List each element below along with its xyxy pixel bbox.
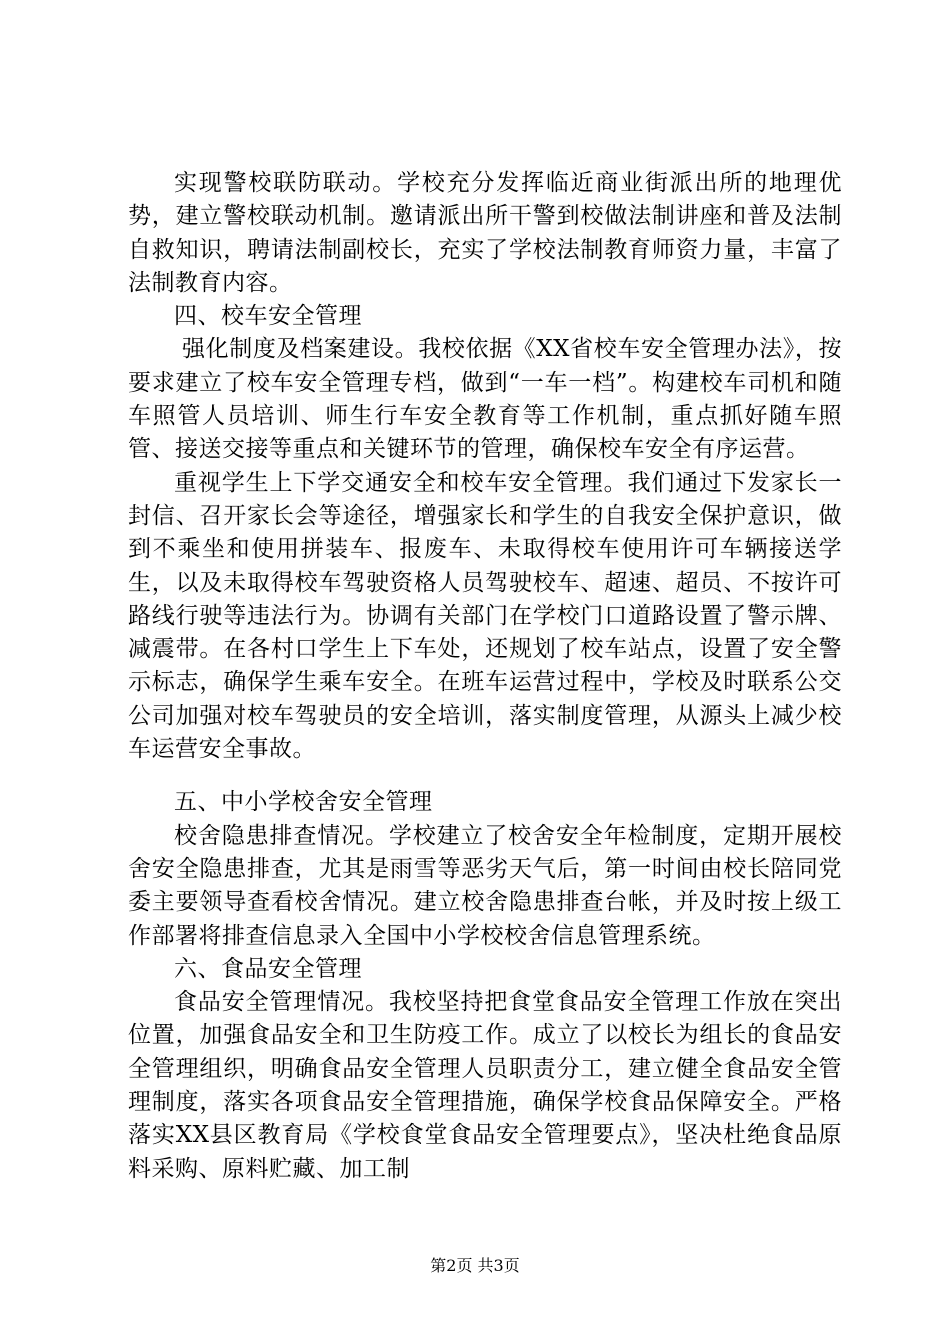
paragraph-spacer <box>128 766 842 786</box>
paragraph-food-safety: 食品安全管理情况。我校坚持把食堂食品安全管理工作放在突出位置，加强食品安全和卫生防疫工作。成立了以校长为组长的食品安全管理组织，明确食品安全管理人员职责分工，建立健全食品安全管理制度，落实各项食品安全管理措施，确保学校食品保障安全。严格落实XX县区教育局《学校食堂食品安全管理要点》，坚决杜绝食品原料采购、原料贮藏、加工制 <box>128 989 842 1182</box>
section-heading-food-safety: 六、食品安全管理 <box>174 955 362 982</box>
paragraph-bus-traffic-safety: 重视学生上下学交通安全和校车安全管理。我们通过下发家长一封信、召开家长会等途径，增强家长和学生的自我安全保护意识，做到不乘坐和使用拼装车、报废车、未取得校车使用许可车辆接送学生，以及未取得校车驾驶资格人员驾驶校车、超速、超员、不按许可路线行驶等违法行为。协调有关部门在学校门口道路设置了警示牌、减震带。在各村口学生上下车处，还规划了校车站点，设置了安全警示标志，确保学生乘车安全。在班车运营过程中，学校及时联系公交公司加强对校车驾驶员的安全培训，落实制度管理，从源头上减少校车运营安全事故。 <box>128 469 842 763</box>
paragraph-police-school-linkage: 实现警校联防联动。学校充分发挥临近商业街派出所的地理优势，建立警校联动机制。邀请派出所干警到校做法制讲座和普及法制自救知识，聘请法制副校长，充实了学校法制教育师资力量，丰富了法制教育内容。 <box>128 170 842 296</box>
paragraph-building-inspection: 校舍隐患排查情况。学校建立了校舍安全年检制度，定期开展校舍安全隐患排查，尤其是雨雪等恶劣天气后，第一时间由校长陪同党委主要领导查看校舍情况。建立校舍隐患排查台帐，并及时按上级工作部署将排查信息录入全国中小学校校舍信息管理系统。 <box>128 822 842 949</box>
paragraph-bus-records: 强化制度及档案建设。我校依据《XX省校车安全管理办法》，按要求建立了校车安全管理专档，做到“一车一档”。构建校车司机和随车照管人员培训、师生行车安全教育等工作机制，重点抓好随车照管、接送交接等重点和关键环节的管理，确保校车安全有序运营。 <box>128 336 842 463</box>
document-body <box>128 167 842 1186</box>
page-footer: 第2页 共3页 <box>430 1256 520 1275</box>
section-heading-school-bus: 四、校车安全管理 <box>174 303 362 330</box>
section-heading-school-buildings: 五、中小学校舍安全管理 <box>174 789 433 816</box>
